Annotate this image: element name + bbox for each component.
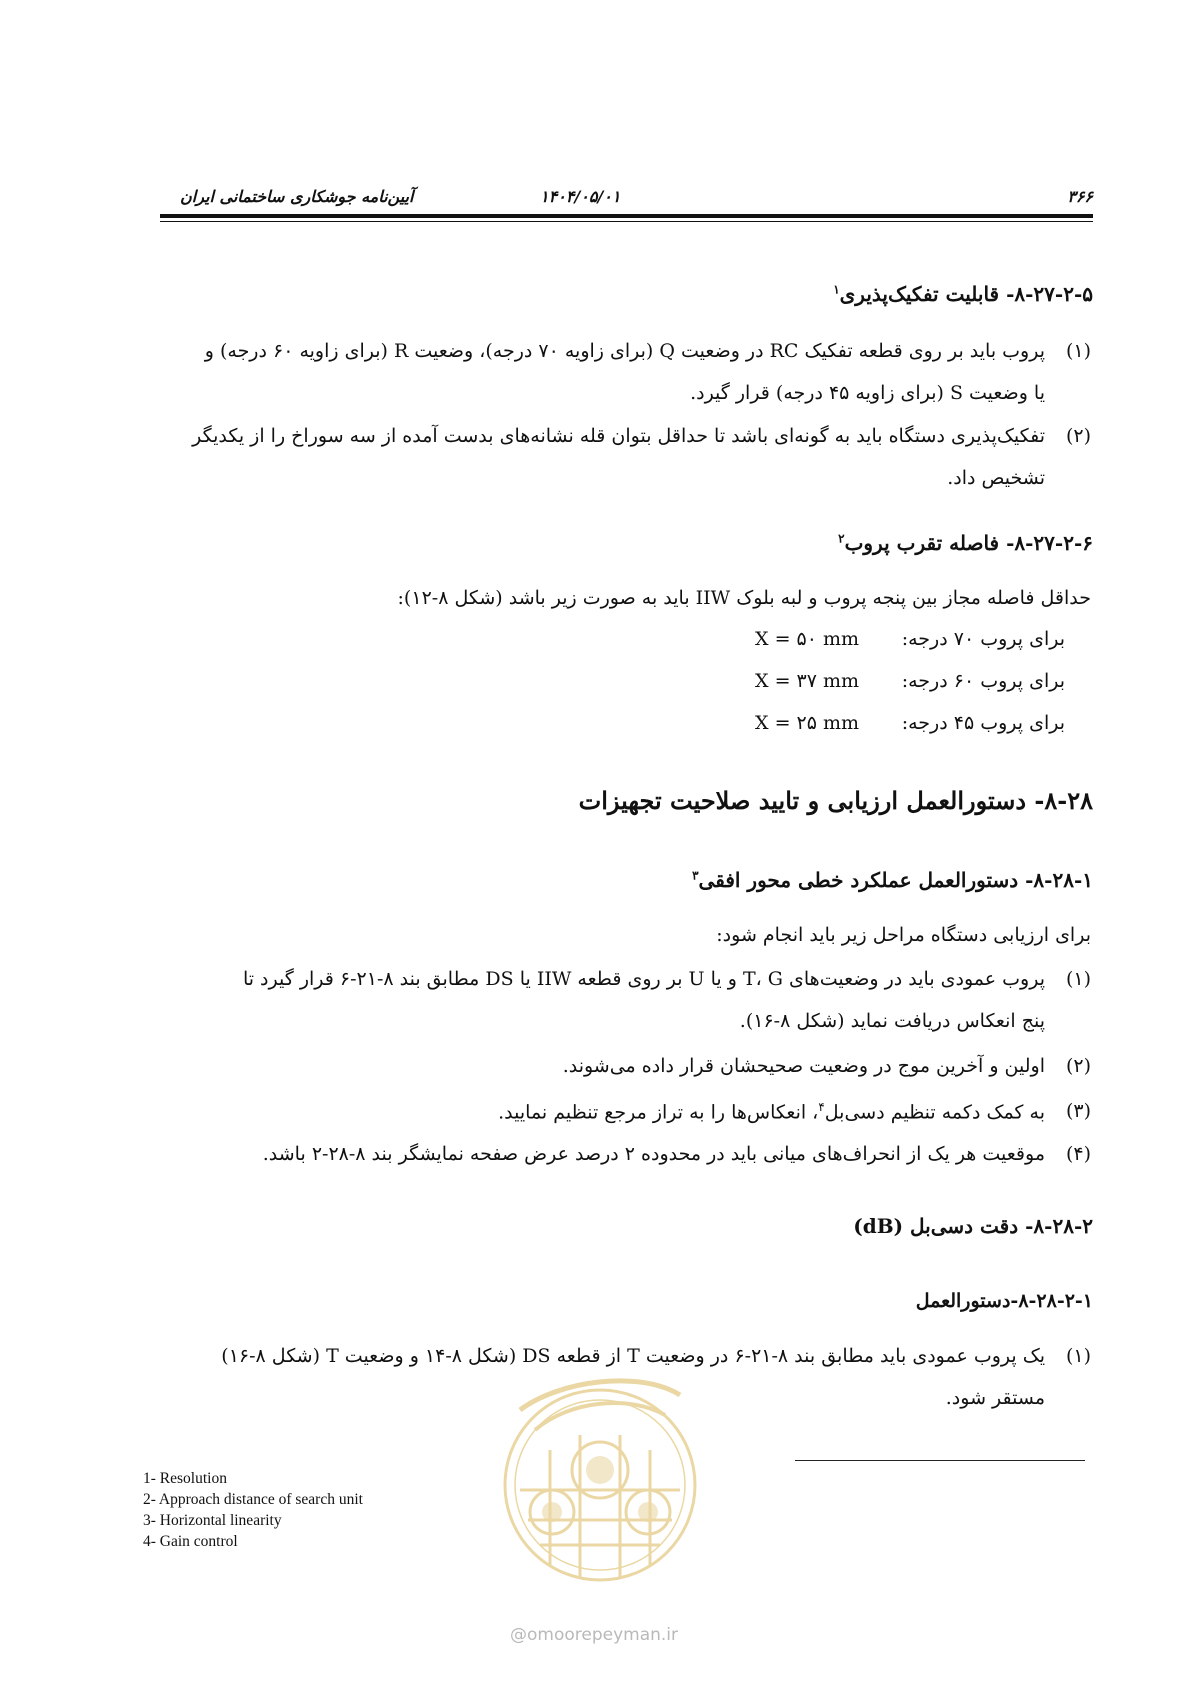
footnote-ref-2: ۲ xyxy=(838,531,845,546)
footnote-1: 1- Resolution xyxy=(143,1470,227,1487)
footnote-3: 3- Horizontal linearity xyxy=(143,1512,282,1529)
page-number: ۳۶۶ xyxy=(1067,187,1093,206)
heading-approach-distance: ۸-۲۷-۲-۶- فاصله تقرب پروب$^۲$ xyxy=(838,531,1093,555)
heading-resolution: ۸-۲۷-۲-۵- قابلیت تفکیک‌پذیری$^۱$ xyxy=(833,282,1093,306)
footnote-ref-3: ۳ xyxy=(692,868,699,883)
watermark-logo-icon xyxy=(480,1340,720,1590)
header-date: ۱۴۰۴/۰۵/۰۱ xyxy=(540,187,621,206)
watermark-site: @omoorepeyman.ir xyxy=(510,1625,679,1645)
footnote-2: 2- Approach distance of search unit xyxy=(143,1491,363,1508)
footnote-rule xyxy=(795,1460,1085,1461)
header-rule-thin xyxy=(160,221,1093,222)
heading-horizontal-linearity: ۸-۲۸-۱- دستورالعمل عملکرد خطی محور افقی$^۳$ xyxy=(692,868,1093,892)
header-title: آیین‌نامه جوشکاری ساختمانی ایران xyxy=(180,187,414,206)
footnote-4: 4- Gain control xyxy=(143,1533,238,1550)
header-rule-thick xyxy=(160,214,1093,218)
heading-section-28: ۸-۲۸- دستورالعمل ارزیابی و تایید صلاحیت تجهیزات xyxy=(578,786,1093,815)
footnote-ref-1: ۱ xyxy=(833,282,840,297)
heading-db-accuracy: ۸-۲۸-۲- دقت دسی‌بل (dB) xyxy=(853,1214,1093,1238)
horizontal-linearity-intro: برای ارزیابی دستگاه مراحل زیر باید انجام شود: xyxy=(716,924,1091,946)
document-page: ۳۶۶ ۱۴۰۴/۰۵/۰۱ آیین‌نامه جوشکاری ساختمانی ایران ۸-۲۷-۲-۵- قابلیت تفکیک‌پذیری$^۱$ (۱) پروب باید بر روی قطعه تفکیک RC در وضعیت Q (برای زاویه ۷۰ درجه)، وضعیت R (برای زاویه ۶۰ درجه) و یا وضعیت S (برای زاویه ۴۵ درجه) قرار گیرد. (۲) تفکیک‌پذیری دستگاه باید به گونه‌ای باشد تا حداقل بتوان قله نشانه‌های بدست آمده از سه سوراخ را از یکدیگر تشخیص داد. ۸-۲۷-۲-۶- فاصله تقرب پروب$^۲$ حداقل فاصله مجاز بین پنجه پروب و لبه بلوک IIW باید به صورت زیر باشد (شکل ۸-۱۲): برای پروب ۷۰ درجه: X = ۵۰ mm برای پروب ۶۰ درجه: X = ۳۷ mm برای پروب ۴۵ درجه: X = ۲۵ mm ۸-۲۸- دستورالعمل ارزیابی و تایید صلاحیت تجهیزات ۸-۲۸-۱- دستورالعمل عملکرد خطی محور افقی$^۳$ برای ارزیابی دستگاه مراحل زیر باید انجام شود: (۱) پروب عمودی باید در وضعیت‌های T، G و یا U بر روی قطعه IIW یا DS مطابق بند ۸-۲۱-۶ قرار گیرد تا پنج انعکاس دریافت نماید (شکل ۸-۱۶). (۲) اولین و آخرین موج در وضعیت صحیحشان قرار داده می‌شوند. (۳) به کمک دکمه تنظیم دسی‌بل$^۴$، انعکاس‌ها را به تراز مرجع تنظیم نمایید. (۴) موقعیت هر یک از انحراف‌های میانی باید در محدوده ۲ درصد عرض صفحه نمایشگر بند ۸-۲۸-۲ باشد. ۸-۲۸-۲- دقت دسی‌بل (dB) ۸-۲۸-۲-۱-دستورالعمل (۱) یک پروب عمودی باید مطابق بند ۸-۲۱-۶ در وضعیت T از قطعه DS (شکل ۸-۱۴ و وضعیت T (شکل ۸-۱۶) مستقر شود. 1- Resolution 2- Approach distance of search unit 3- Horizontal linearity 4- Gain control @omoorepeyman.ir xyxy=(143,187,1093,1645)
heading-procedure: ۸-۲۸-۲-۱-دستورالعمل xyxy=(915,1290,1093,1312)
approach-intro: حداقل فاصله مجاز بین پنجه پروب و لبه بلوک IIW باید به صورت زیر باشد (شکل ۸-۱۲): xyxy=(397,587,1091,609)
footnote-ref-4: ۴ xyxy=(818,1100,825,1114)
